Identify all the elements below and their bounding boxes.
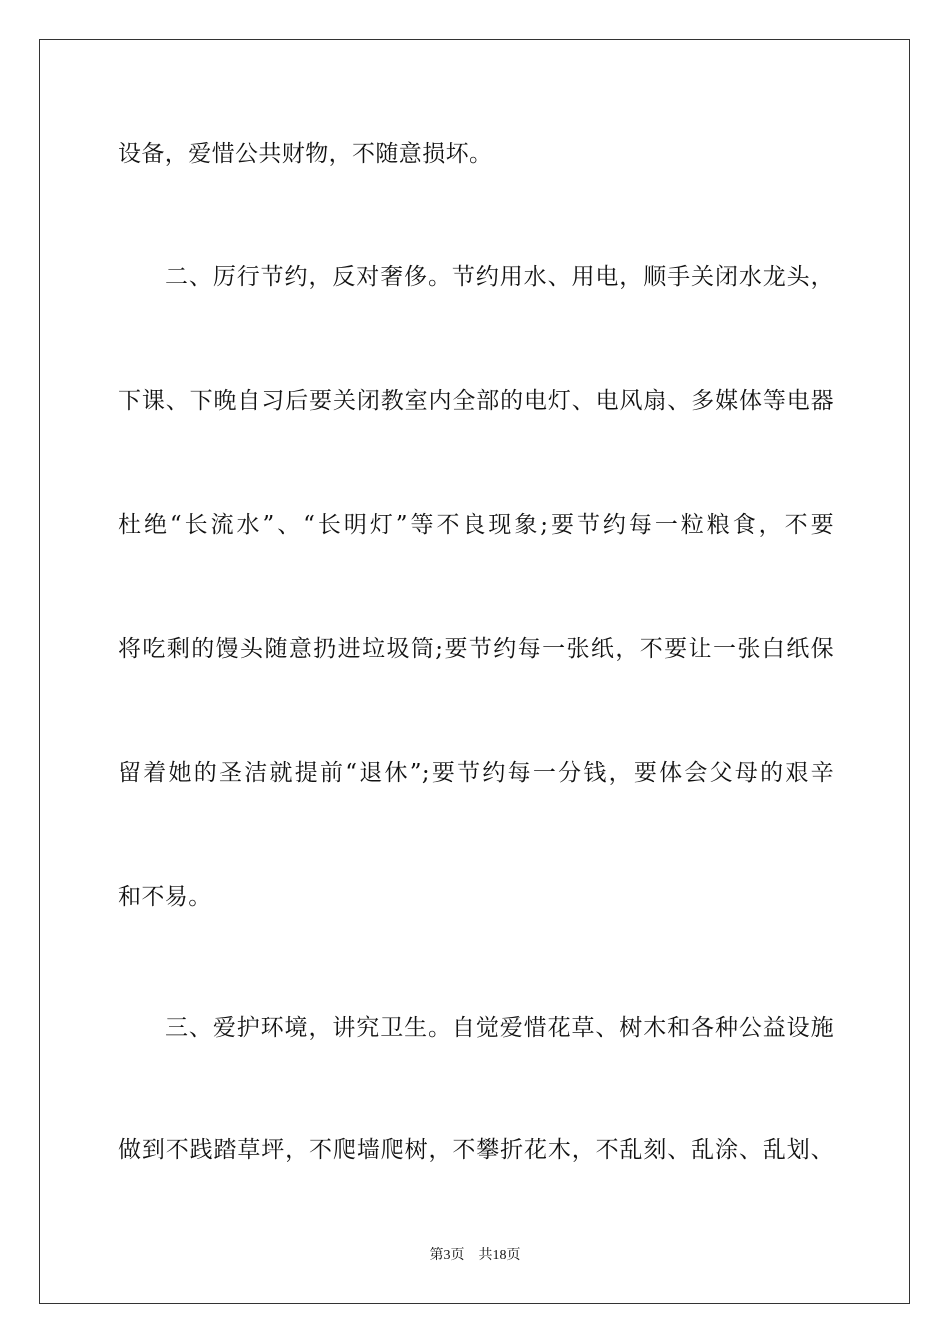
text-line-6: 留着她的圣洁就提前“退休”;要节约每一分钱，要体会父母的艰辛 [118, 760, 834, 786]
text-line-1: 设备，爱惜公共财物，不随意损坏。 [118, 141, 493, 167]
page-number: 第3页 [429, 1248, 465, 1263]
page-footer [0, 1247, 950, 1265]
text-line-4: 杜绝“长流水”、“长明灯”等不良现象;要节约每一粒粮食，不要 [118, 512, 834, 538]
page-frame [39, 39, 910, 1304]
text-line-9: 做到不践踏草坪，不爬墙爬树，不攀折花木，不乱刻、乱涂、乱划、 [118, 1137, 834, 1163]
text-line-2: 二、厉行节约，反对奢侈。节约用水、用电，顺手关闭水龙头， [165, 264, 834, 290]
text-line-8: 三、爱护环境，讲究卫生。自觉爱惜花草、树木和各种公益设施 [165, 1015, 834, 1041]
text-line-5: 将吃剩的馒头随意扔进垃圾筒;要节约每一张纸，不要让一张白纸保 [118, 636, 834, 662]
text-line-7: 和不易。 [118, 884, 212, 910]
text-line-3: 下课、下晚自习后要关闭教室内全部的电灯、电风扇、多媒体等电器 [118, 388, 834, 414]
page-total: 共18页 [478, 1248, 521, 1263]
